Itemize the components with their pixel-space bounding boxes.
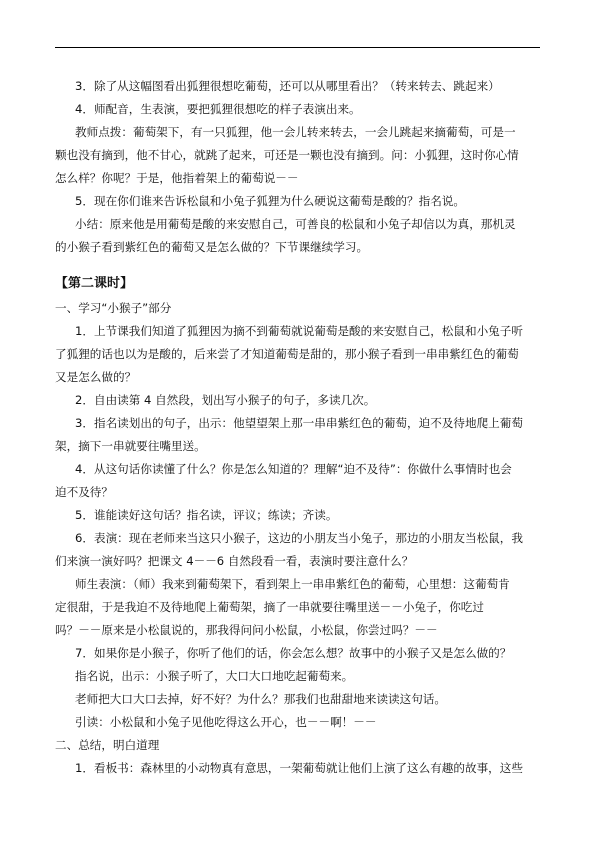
header-rule	[55, 47, 540, 48]
text-line: 的小猴子看到紫红色的葡萄又是怎么做的？下节课继续学习。	[55, 240, 369, 254]
text-line: 二、总结，明白道理	[55, 738, 160, 752]
text-line: 吗？－－原来是小松鼠说的，那我得问问小松鼠，小松鼠，你尝过吗？－－	[55, 623, 438, 637]
text-line: 了狐狸的话也以为是酸的，后来尝了才知道葡萄是甜的，那小猴子看到一串串紫红色的葡萄	[55, 347, 519, 361]
text-line: 5．现在你们谁来告诉松鼠和小兔子狐狸为什么硬说这葡萄是酸的？指名说。	[75, 194, 465, 208]
text-line: 2．自由读第 4 自然段，划出写小猴子的句子，多读几次。	[75, 393, 376, 407]
text-line: 3．指名读划出的句子，出示：他望望架上那一串串紫红色的葡萄，迫不及待地爬上葡萄	[75, 416, 523, 430]
text-line: 3．除了从这幅图看出狐狸很想吃葡萄，还可以从哪里看出？（转来转去、跳起来）	[75, 79, 500, 93]
text-line: 小结：原来他是用葡萄是酸的来安慰自己，可善良的松鼠和小兔子却信以为真，那机灵	[75, 217, 516, 231]
text-line: 4．从这句话你读懂了什么？你是怎么知道的？理解“迫不及待”：你做什么事情时也会	[75, 462, 512, 476]
text-line: 们来演一演好吗？把课文 4－－6 自然段看一看，表演时要注意什么？	[55, 554, 414, 568]
text-line: 5．谁能读好这句话？指名读，评议；练读；齐读。	[75, 508, 338, 522]
text-line: 师生表演：（师）我来到葡萄架下，看到架上一串串紫红色的葡萄，心里想：这葡萄肯	[75, 577, 510, 591]
text-line: 6．表演：现在老师来当这只小猴子，这边的小朋友当小兔子，那边的小朋友当松鼠，我	[75, 531, 523, 545]
text-line: 教师点拨：葡萄架下，有一只狐狸，他一会儿转来转去，一会儿跳起来摘葡萄，可是一	[75, 125, 516, 139]
text-line: 4．师配音，生表演，要把狐狸很想吃的样子表演出来。	[75, 102, 361, 116]
text-line: 一、学习“小猴子”部分	[55, 301, 172, 315]
text-line: 1．上节课我们知道了狐狸因为摘不到葡萄就说葡萄是酸的来安慰自己，松鼠和小兔子听	[75, 324, 523, 338]
text-line: 怎么样？你呢？于是，他指着架上的葡萄说－－	[55, 171, 299, 185]
text-line: 又是怎么做的？	[55, 370, 137, 384]
text-line: 迫不及待？	[55, 485, 113, 499]
text-line: 7．如果你是小猴子，你听了他们的话，你会怎么想？故事中的小猴子又是怎么做的？	[75, 646, 512, 660]
text-line: 架，摘下一串就要往嘴里送。	[55, 439, 206, 453]
text-line: 定很甜，于是我迫不及待地爬上葡萄架，摘了一串就要往嘴里送－－小兔子，你吃过	[55, 600, 484, 614]
text-line: 老师把大口大口去掉，好不好？为什么？那我们也甜甜地来读读这句话。	[75, 692, 447, 706]
text-line: 颗也没有摘到，他不甘心，就跳了起来，可还是一颗也没有摘到。问：小狐狸，这时你心情	[55, 148, 519, 162]
section-heading: 【第二课时】	[55, 276, 134, 291]
text-line: 指名说，出示：小猴子听了，大口大口地吃起葡萄来。	[75, 669, 354, 683]
text-line: 1．看板书：森林里的小动物真有意思，一架葡萄就让他们上演了这么有趣的故事，这些	[75, 761, 523, 775]
text-line: 引读：小松鼠和小兔子见他吃得这么开心，也－－啊！－－	[75, 715, 377, 729]
